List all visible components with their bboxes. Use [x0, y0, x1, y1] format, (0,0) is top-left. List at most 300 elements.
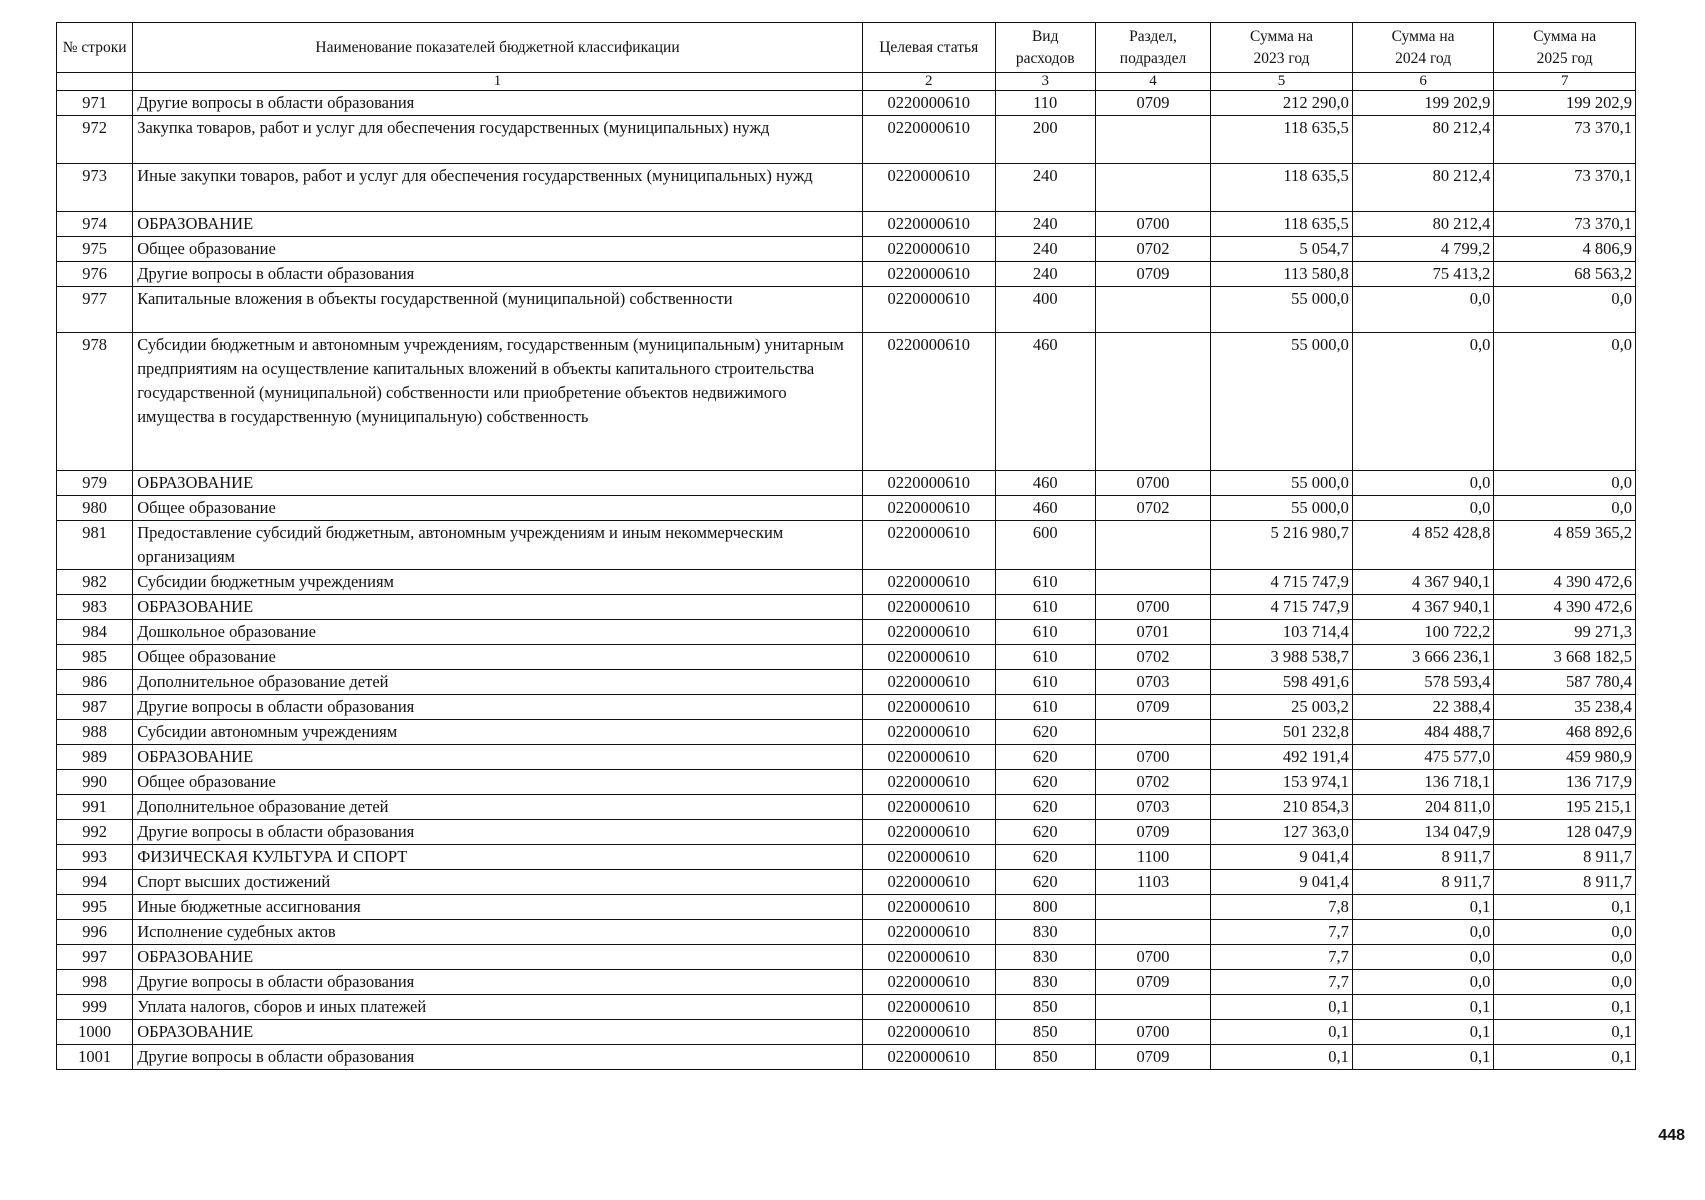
- row-section: [1095, 287, 1210, 333]
- row-sum-2023: 3 988 538,7: [1211, 645, 1353, 670]
- row-section: 0700: [1095, 471, 1210, 496]
- col-number: 6: [1352, 73, 1494, 91]
- row-section: [1095, 521, 1210, 570]
- row-target: 0220000610: [862, 620, 995, 645]
- table-row: [57, 895, 1636, 920]
- row-sum-2025: 4 859 365,2: [1494, 521, 1636, 570]
- row-sum-2024: 4 799,2: [1352, 237, 1494, 262]
- row-number: 984: [57, 620, 133, 645]
- row-sum-2024: 22 388,4: [1352, 695, 1494, 720]
- row-type: 200: [995, 116, 1095, 164]
- row-number: 1000: [57, 1020, 133, 1045]
- row-sum-2023: 55 000,0: [1211, 471, 1353, 496]
- row-name: Другие вопросы в области образования: [133, 91, 863, 116]
- row-number: 982: [57, 570, 133, 595]
- row-sum-2025: 468 892,6: [1494, 720, 1636, 745]
- table-row: [57, 91, 1636, 116]
- row-type: 610: [995, 670, 1095, 695]
- row-number: 980: [57, 496, 133, 521]
- table-row: [57, 116, 1636, 164]
- row-sum-2023: 212 290,0: [1211, 91, 1353, 116]
- header-sum-2024-line1: Сумма на: [1391, 27, 1455, 45]
- table-row: [57, 870, 1636, 895]
- row-section: 1100: [1095, 845, 1210, 870]
- row-sum-2025: 4 806,9: [1494, 237, 1636, 262]
- row-target: 0220000610: [862, 645, 995, 670]
- row-number: 973: [57, 164, 133, 212]
- row-name: Общее образование: [133, 645, 863, 670]
- row-number: 971: [57, 91, 133, 116]
- table-row: [57, 920, 1636, 945]
- row-sum-2025: 8 911,7: [1494, 845, 1636, 870]
- table-row: [57, 570, 1636, 595]
- page-number: 448: [1658, 1127, 1685, 1144]
- header-row: [57, 23, 1636, 73]
- row-type: 620: [995, 845, 1095, 870]
- row-number: 981: [57, 521, 133, 570]
- row-number: 989: [57, 745, 133, 770]
- header-sum-2025-line1: Сумма на: [1533, 27, 1597, 45]
- table-row: [57, 645, 1636, 670]
- row-target: 0220000610: [862, 521, 995, 570]
- row-sum-2024: 0,1: [1352, 1020, 1494, 1045]
- row-sum-2025: 195 215,1: [1494, 795, 1636, 820]
- header-section-line2: подраздел: [1119, 49, 1187, 67]
- row-type: 110: [995, 91, 1095, 116]
- row-type: 460: [995, 471, 1095, 496]
- header-sum-2023-line2: 2023 год: [1253, 49, 1310, 67]
- row-number: 972: [57, 116, 133, 164]
- col-number: 1: [133, 73, 863, 91]
- table-row: [57, 212, 1636, 237]
- row-type: 620: [995, 870, 1095, 895]
- row-sum-2024: 136 718,1: [1352, 770, 1494, 795]
- table-row: [57, 770, 1636, 795]
- row-section: 0700: [1095, 595, 1210, 620]
- budget-table: [56, 22, 1636, 1070]
- row-sum-2024: 199 202,9: [1352, 91, 1494, 116]
- row-sum-2025: 136 717,9: [1494, 770, 1636, 795]
- row-type: 830: [995, 945, 1095, 970]
- header-sum-2023-line1: Сумма на: [1250, 27, 1313, 45]
- row-number: 994: [57, 870, 133, 895]
- table-row: [57, 820, 1636, 845]
- row-sum-2023: 492 191,4: [1211, 745, 1353, 770]
- row-section: 0703: [1095, 795, 1210, 820]
- row-type: 610: [995, 645, 1095, 670]
- header-sum-2024-line2: 2024 год: [1395, 49, 1452, 67]
- table-row: [57, 970, 1636, 995]
- row-name: ОБРАЗОВАНИЕ: [133, 595, 863, 620]
- row-name: Общее образование: [133, 496, 863, 521]
- row-name: Другие вопросы в области образования: [133, 1045, 863, 1070]
- row-sum-2025: 0,0: [1494, 945, 1636, 970]
- row-sum-2024: 100 722,2: [1352, 620, 1494, 645]
- row-target: 0220000610: [862, 770, 995, 795]
- row-sum-2024: 0,0: [1352, 496, 1494, 521]
- row-sum-2024: 4 852 428,8: [1352, 521, 1494, 570]
- row-name: Спорт высших достижений: [133, 870, 863, 895]
- row-target: 0220000610: [862, 333, 995, 471]
- row-number: 1001: [57, 1045, 133, 1070]
- row-section: 0709: [1095, 91, 1210, 116]
- row-sum-2023: 9 041,4: [1211, 870, 1353, 895]
- row-name: Субсидии бюджетным учреждениям: [133, 570, 863, 595]
- row-sum-2023: 153 974,1: [1211, 770, 1353, 795]
- row-target: 0220000610: [862, 895, 995, 920]
- col-number: 2: [862, 73, 995, 91]
- row-sum-2023: 55 000,0: [1211, 496, 1353, 521]
- header-section: [1095, 23, 1210, 73]
- row-name: Дошкольное образование: [133, 620, 863, 645]
- row-sum-2025: 0,1: [1494, 1045, 1636, 1070]
- row-type: 400: [995, 287, 1095, 333]
- row-sum-2023: 55 000,0: [1211, 287, 1353, 333]
- row-sum-2025: 99 271,3: [1494, 620, 1636, 645]
- header-section-line1: Раздел,: [1129, 27, 1177, 45]
- row-number: 997: [57, 945, 133, 970]
- row-sum-2025: 459 980,9: [1494, 745, 1636, 770]
- column-number-row: [57, 73, 1636, 91]
- row-sum-2024: 0,0: [1352, 333, 1494, 471]
- row-target: 0220000610: [862, 920, 995, 945]
- row-target: 0220000610: [862, 995, 995, 1020]
- row-sum-2024: 578 593,4: [1352, 670, 1494, 695]
- row-type: 240: [995, 164, 1095, 212]
- row-target: 0220000610: [862, 1045, 995, 1070]
- header-type-line2: расходов: [1015, 49, 1075, 67]
- budget-document: [56, 22, 1636, 1070]
- row-target: 0220000610: [862, 695, 995, 720]
- row-sum-2023: 501 232,8: [1211, 720, 1353, 745]
- row-section: 0700: [1095, 745, 1210, 770]
- row-section: 0702: [1095, 770, 1210, 795]
- row-number: 978: [57, 333, 133, 471]
- row-sum-2023: 118 635,5: [1211, 164, 1353, 212]
- row-name: Капитальные вложения в объекты государственной (муниципальной) собственности: [133, 287, 863, 333]
- row-sum-2024: 4 367 940,1: [1352, 595, 1494, 620]
- row-sum-2025: 128 047,9: [1494, 820, 1636, 845]
- row-sum-2024: 0,1: [1352, 1045, 1494, 1070]
- row-type: 850: [995, 995, 1095, 1020]
- table-row: [57, 287, 1636, 333]
- row-sum-2024: 0,0: [1352, 945, 1494, 970]
- row-sum-2024: 475 577,0: [1352, 745, 1494, 770]
- table-row: [57, 262, 1636, 287]
- row-number: 999: [57, 995, 133, 1020]
- row-name: Закупка товаров, работ и услуг для обеспечения государственных (муниципальных) нужд: [133, 116, 863, 164]
- table-row: [57, 945, 1636, 970]
- row-sum-2024: 4 367 940,1: [1352, 570, 1494, 595]
- row-sum-2024: 0,0: [1352, 471, 1494, 496]
- row-target: 0220000610: [862, 164, 995, 212]
- table-row: [57, 995, 1636, 1020]
- col-number: 5: [1211, 73, 1353, 91]
- row-section: 1103: [1095, 870, 1210, 895]
- row-name: ОБРАЗОВАНИЕ: [133, 471, 863, 496]
- row-target: 0220000610: [862, 945, 995, 970]
- row-target: 0220000610: [862, 91, 995, 116]
- table-row: [57, 496, 1636, 521]
- row-section: [1095, 333, 1210, 471]
- row-section: 0700: [1095, 212, 1210, 237]
- row-name: Предоставление субсидий бюджетным, автономным учреждениям и иным некоммерческим организациям: [133, 521, 863, 570]
- row-number: 985: [57, 645, 133, 670]
- row-sum-2023: 127 363,0: [1211, 820, 1353, 845]
- col-number: 7: [1494, 73, 1636, 91]
- row-number: 977: [57, 287, 133, 333]
- row-number: 974: [57, 212, 133, 237]
- row-sum-2025: 3 668 182,5: [1494, 645, 1636, 670]
- row-name: Субсидии бюджетным и автономным учреждениям, государственным (муниципальным) унитарным предприятиям на осуществление капитальных вложений в объекты капитального строительства государственной (муниципальной) собственности или приобретение объектов недвижимого имущества в государственную (муниципальную) собственность: [133, 333, 863, 471]
- row-target: 0220000610: [862, 1020, 995, 1045]
- row-section: 0709: [1095, 695, 1210, 720]
- row-sum-2024: 80 212,4: [1352, 116, 1494, 164]
- row-sum-2025: 0,0: [1494, 287, 1636, 333]
- row-type: 830: [995, 920, 1095, 945]
- row-type: 620: [995, 795, 1095, 820]
- row-type: 610: [995, 595, 1095, 620]
- table-row: [57, 720, 1636, 745]
- row-sum-2023: 7,7: [1211, 970, 1353, 995]
- row-sum-2023: 118 635,5: [1211, 212, 1353, 237]
- row-sum-2024: 0,0: [1352, 970, 1494, 995]
- table-row: [57, 237, 1636, 262]
- row-sum-2024: 0,0: [1352, 287, 1494, 333]
- row-number: 975: [57, 237, 133, 262]
- table-row: [57, 695, 1636, 720]
- row-sum-2024: 0,1: [1352, 995, 1494, 1020]
- row-sum-2023: 118 635,5: [1211, 116, 1353, 164]
- row-target: 0220000610: [862, 116, 995, 164]
- row-section: 0709: [1095, 1045, 1210, 1070]
- row-target: 0220000610: [862, 496, 995, 521]
- row-name: Другие вопросы в области образования: [133, 262, 863, 287]
- col-number: 4: [1095, 73, 1210, 91]
- row-target: 0220000610: [862, 237, 995, 262]
- row-type: 240: [995, 212, 1095, 237]
- row-type: 620: [995, 720, 1095, 745]
- row-type: 620: [995, 820, 1095, 845]
- row-number: 992: [57, 820, 133, 845]
- row-name: Другие вопросы в области образования: [133, 695, 863, 720]
- table-body: [57, 91, 1636, 1070]
- row-sum-2023: 9 041,4: [1211, 845, 1353, 870]
- row-name: Иные бюджетные ассигнования: [133, 895, 863, 920]
- row-target: 0220000610: [862, 287, 995, 333]
- row-section: 0709: [1095, 820, 1210, 845]
- row-type: 600: [995, 521, 1095, 570]
- row-sum-2023: 25 003,2: [1211, 695, 1353, 720]
- row-section: [1095, 720, 1210, 745]
- header-sum-2023: [1211, 23, 1353, 73]
- row-number: 987: [57, 695, 133, 720]
- row-section: [1095, 570, 1210, 595]
- row-sum-2024: 0,0: [1352, 920, 1494, 945]
- row-name: ОБРАЗОВАНИЕ: [133, 945, 863, 970]
- row-number: 988: [57, 720, 133, 745]
- row-type: 610: [995, 570, 1095, 595]
- row-type: 610: [995, 695, 1095, 720]
- row-name: Общее образование: [133, 770, 863, 795]
- col-number: 3: [995, 73, 1095, 91]
- table-row: [57, 745, 1636, 770]
- row-sum-2025: 0,0: [1494, 333, 1636, 471]
- table-row: [57, 333, 1636, 471]
- row-name: Другие вопросы в области образования: [133, 970, 863, 995]
- row-target: 0220000610: [862, 570, 995, 595]
- table-row: [57, 670, 1636, 695]
- header-target: Целевая статья: [862, 23, 995, 73]
- row-sum-2023: 7,7: [1211, 920, 1353, 945]
- row-type: 800: [995, 895, 1095, 920]
- row-sum-2025: 4 390 472,6: [1494, 595, 1636, 620]
- row-sum-2025: 8 911,7: [1494, 870, 1636, 895]
- row-sum-2023: 113 580,8: [1211, 262, 1353, 287]
- row-section: [1095, 164, 1210, 212]
- row-sum-2025: 0,1: [1494, 895, 1636, 920]
- row-sum-2024: 3 666 236,1: [1352, 645, 1494, 670]
- row-sum-2023: 7,7: [1211, 945, 1353, 970]
- row-target: 0220000610: [862, 820, 995, 845]
- row-sum-2024: 8 911,7: [1352, 845, 1494, 870]
- row-sum-2024: 75 413,2: [1352, 262, 1494, 287]
- row-section: 0709: [1095, 970, 1210, 995]
- row-target: 0220000610: [862, 970, 995, 995]
- row-sum-2023: 0,1: [1211, 1045, 1353, 1070]
- row-name: Уплата налогов, сборов и иных платежей: [133, 995, 863, 1020]
- header-row-no: № строки: [57, 23, 133, 73]
- header-type-line1: Вид: [1031, 27, 1059, 45]
- row-target: 0220000610: [862, 212, 995, 237]
- row-sum-2025: 4 390 472,6: [1494, 570, 1636, 595]
- table-row: [57, 1045, 1636, 1070]
- row-name: Исполнение судебных актов: [133, 920, 863, 945]
- row-sum-2023: 210 854,3: [1211, 795, 1353, 820]
- row-number: 979: [57, 471, 133, 496]
- row-sum-2025: 35 238,4: [1494, 695, 1636, 720]
- row-type: 830: [995, 970, 1095, 995]
- row-section: 0702: [1095, 496, 1210, 521]
- row-type: 850: [995, 1045, 1095, 1070]
- row-target: 0220000610: [862, 471, 995, 496]
- row-sum-2025: 0,0: [1494, 496, 1636, 521]
- row-type: 240: [995, 262, 1095, 287]
- row-sum-2025: 0,0: [1494, 920, 1636, 945]
- row-sum-2024: 134 047,9: [1352, 820, 1494, 845]
- row-type: 460: [995, 333, 1095, 471]
- table-row: [57, 1020, 1636, 1045]
- row-name: Иные закупки товаров, работ и услуг для обеспечения государственных (муниципальных) нужд: [133, 164, 863, 212]
- row-sum-2024: 80 212,4: [1352, 212, 1494, 237]
- row-target: 0220000610: [862, 870, 995, 895]
- row-section: [1095, 895, 1210, 920]
- row-name: Дополнительное образование детей: [133, 670, 863, 695]
- header-sum-2024: [1352, 23, 1494, 73]
- row-sum-2024: 0,1: [1352, 895, 1494, 920]
- row-section: 0701: [1095, 620, 1210, 645]
- row-sum-2025: 587 780,4: [1494, 670, 1636, 695]
- row-section: 0702: [1095, 645, 1210, 670]
- row-target: 0220000610: [862, 670, 995, 695]
- col-number: [57, 73, 133, 91]
- row-sum-2025: 0,0: [1494, 471, 1636, 496]
- row-target: 0220000610: [862, 262, 995, 287]
- table-row: [57, 845, 1636, 870]
- row-name: ФИЗИЧЕСКАЯ КУЛЬТУРА И СПОРТ: [133, 845, 863, 870]
- row-name: ОБРАЗОВАНИЕ: [133, 212, 863, 237]
- row-sum-2025: 68 563,2: [1494, 262, 1636, 287]
- header-name: Наименование показателей бюджетной классификации: [133, 23, 863, 73]
- row-name: Общее образование: [133, 237, 863, 262]
- row-number: 976: [57, 262, 133, 287]
- row-number: 990: [57, 770, 133, 795]
- row-target: 0220000610: [862, 595, 995, 620]
- row-sum-2025: 0,1: [1494, 1020, 1636, 1045]
- row-sum-2024: 204 811,0: [1352, 795, 1494, 820]
- row-number: 993: [57, 845, 133, 870]
- row-target: 0220000610: [862, 845, 995, 870]
- row-name: ОБРАЗОВАНИЕ: [133, 745, 863, 770]
- row-type: 620: [995, 745, 1095, 770]
- row-sum-2023: 5 054,7: [1211, 237, 1353, 262]
- row-sum-2025: 73 370,1: [1494, 164, 1636, 212]
- row-number: 995: [57, 895, 133, 920]
- row-target: 0220000610: [862, 745, 995, 770]
- row-number: 983: [57, 595, 133, 620]
- row-name: Субсидии автономным учреждениям: [133, 720, 863, 745]
- row-target: 0220000610: [862, 720, 995, 745]
- table-row: [57, 164, 1636, 212]
- row-sum-2023: 7,8: [1211, 895, 1353, 920]
- row-number: 998: [57, 970, 133, 995]
- row-sum-2025: 73 370,1: [1494, 116, 1636, 164]
- row-target: 0220000610: [862, 795, 995, 820]
- row-type: 850: [995, 1020, 1095, 1045]
- row-sum-2024: 8 911,7: [1352, 870, 1494, 895]
- table-row: [57, 795, 1636, 820]
- row-section: [1095, 995, 1210, 1020]
- row-sum-2025: 0,0: [1494, 970, 1636, 995]
- row-section: [1095, 116, 1210, 164]
- row-sum-2023: 4 715 747,9: [1211, 570, 1353, 595]
- row-section: 0700: [1095, 1020, 1210, 1045]
- row-type: 460: [995, 496, 1095, 521]
- row-name: Дополнительное образование детей: [133, 795, 863, 820]
- row-sum-2023: 598 491,6: [1211, 670, 1353, 695]
- row-sum-2025: 199 202,9: [1494, 91, 1636, 116]
- row-section: 0709: [1095, 262, 1210, 287]
- row-name: ОБРАЗОВАНИЕ: [133, 1020, 863, 1045]
- row-type: 240: [995, 237, 1095, 262]
- table-row: [57, 471, 1636, 496]
- table-row: [57, 620, 1636, 645]
- row-sum-2024: 484 488,7: [1352, 720, 1494, 745]
- row-section: 0703: [1095, 670, 1210, 695]
- header-sum-2025-line2: 2025 год: [1536, 49, 1593, 67]
- row-sum-2023: 55 000,0: [1211, 333, 1353, 471]
- row-sum-2024: 80 212,4: [1352, 164, 1494, 212]
- row-number: 986: [57, 670, 133, 695]
- table-row: [57, 595, 1636, 620]
- row-type: 610: [995, 620, 1095, 645]
- row-type: 620: [995, 770, 1095, 795]
- row-section: [1095, 920, 1210, 945]
- table-row: [57, 521, 1636, 570]
- row-sum-2023: 4 715 747,9: [1211, 595, 1353, 620]
- header-type: [995, 23, 1095, 73]
- header-sum-2025: [1494, 23, 1636, 73]
